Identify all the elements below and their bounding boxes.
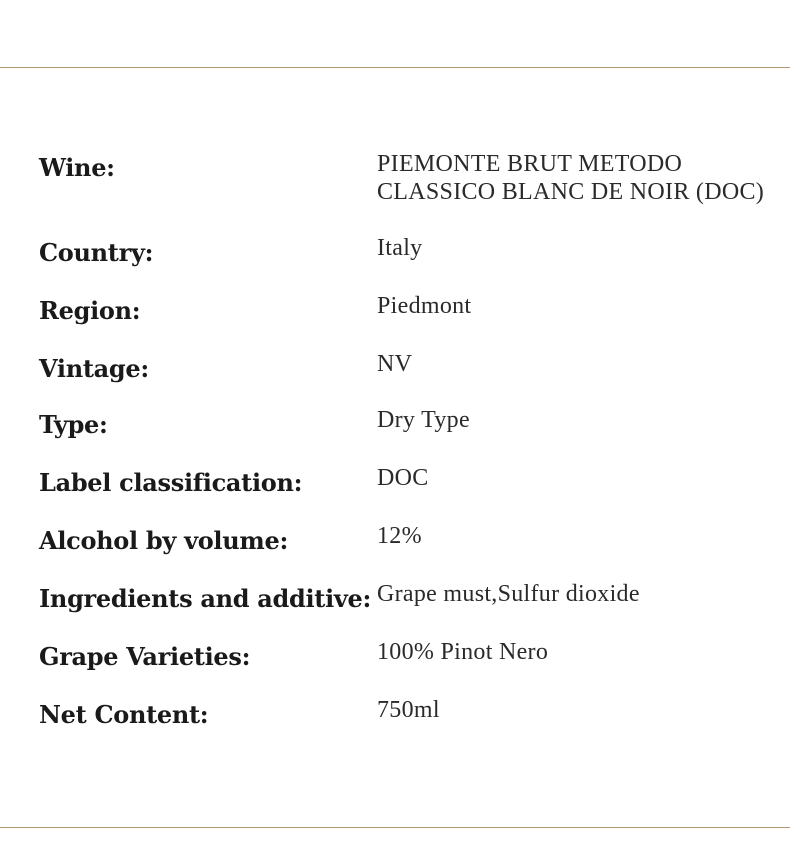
top-divider bbox=[0, 67, 790, 68]
spec-value-line: PIEMONTE BRUT METODO bbox=[377, 151, 683, 177]
spec-value: Piedmont bbox=[377, 293, 472, 319]
bottom-divider bbox=[0, 827, 790, 828]
spec-label: Alcohol by volume: bbox=[39, 526, 289, 555]
spec-value bbox=[377, 150, 764, 206]
spec-label: Region: bbox=[39, 296, 141, 325]
spec-label: Net Content: bbox=[39, 700, 209, 729]
spec-value: Italy bbox=[377, 235, 423, 261]
spec-value: NV bbox=[377, 351, 413, 377]
spec-label: Ingredients and additive: bbox=[39, 584, 372, 613]
spec-value: 750ml bbox=[377, 697, 440, 723]
spec-label: Label classification: bbox=[39, 468, 303, 497]
spec-value: 100% Pinot Nero bbox=[377, 639, 549, 665]
spec-label: Vintage: bbox=[39, 354, 149, 383]
spec-label: Wine: bbox=[39, 153, 115, 182]
spec-value: Dry Type bbox=[377, 407, 470, 433]
spec-value: 12% bbox=[377, 523, 422, 549]
spec-label: Country: bbox=[39, 238, 154, 267]
spec-value-line: CLASSICO BLANC DE NOIR (DOC) bbox=[377, 179, 765, 205]
spec-label: Type: bbox=[39, 410, 108, 439]
spec-label: Grape Varieties: bbox=[39, 642, 251, 671]
spec-value: DOC bbox=[377, 465, 429, 491]
spec-value: Grape must,Sulfur dioxide bbox=[377, 581, 640, 607]
